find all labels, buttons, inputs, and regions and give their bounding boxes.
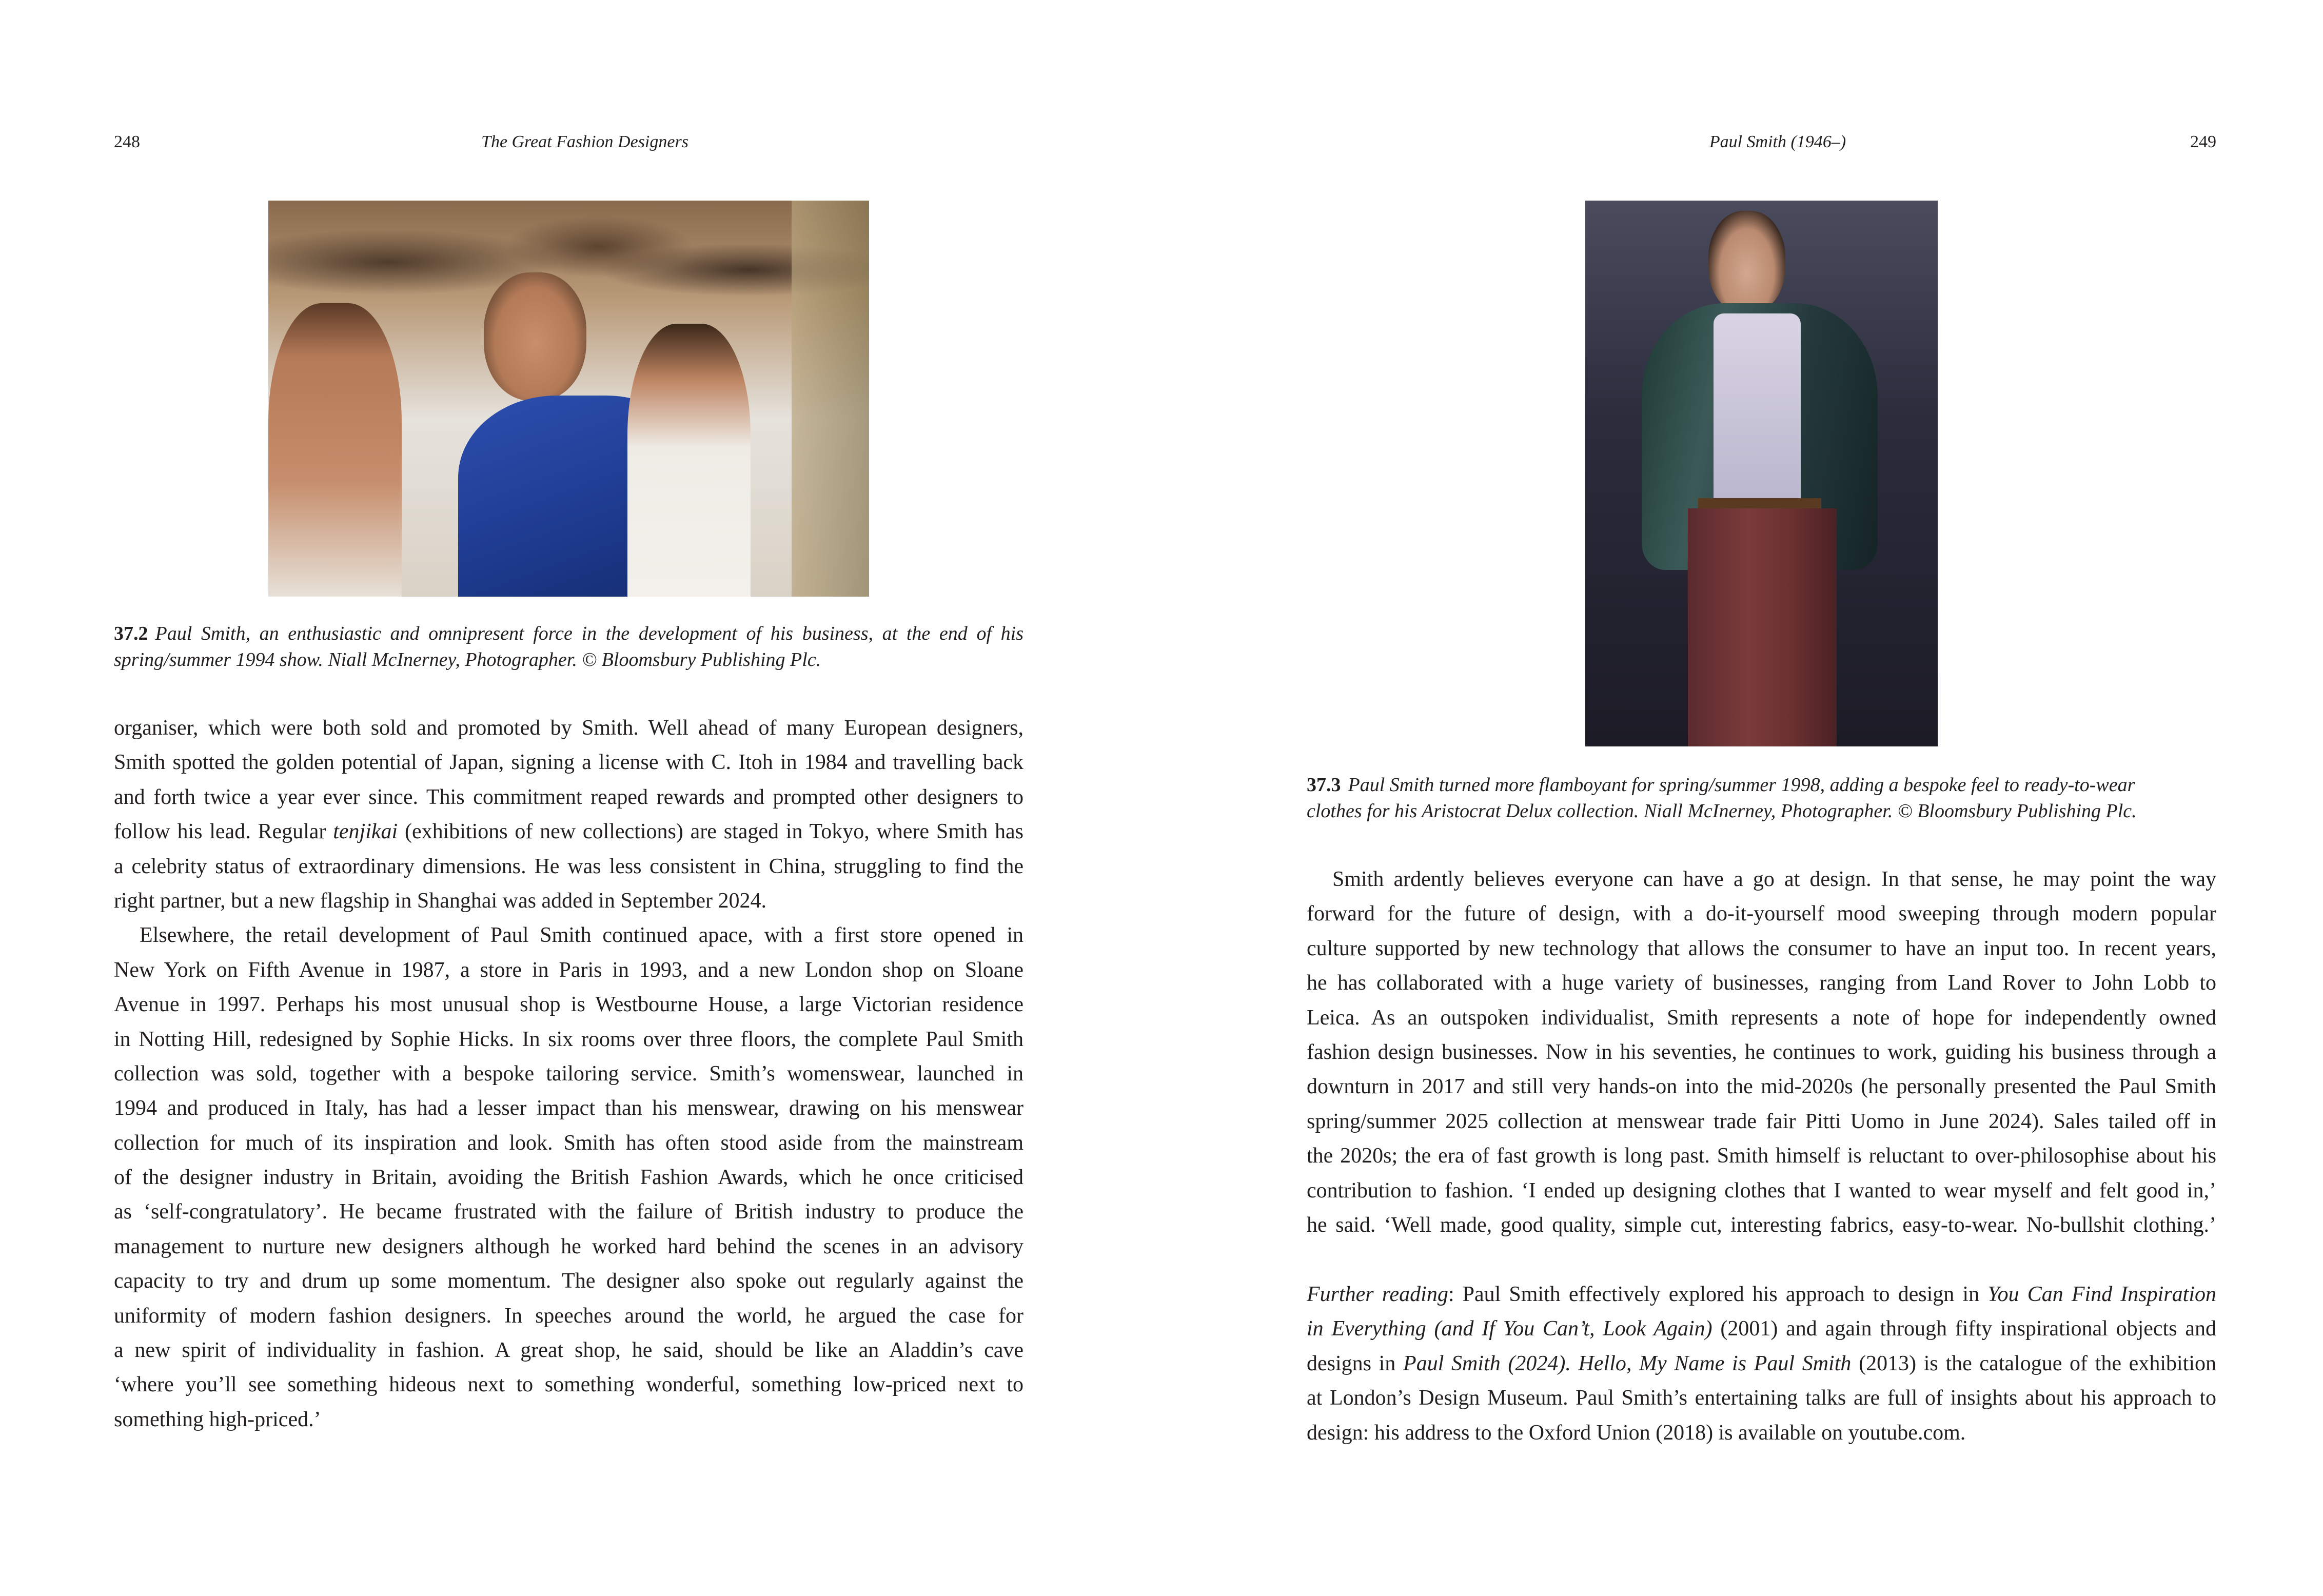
text-line bbox=[114, 1368, 1023, 1402]
text-line bbox=[114, 745, 1023, 780]
text-run: he said. ‘Well made, good quality, simple cut, interesting fabrics, easy-to-wear. No-bullshit clothing.’ bbox=[1307, 1213, 2216, 1237]
figure-number: 37.2 bbox=[114, 623, 148, 644]
text-line bbox=[1307, 1416, 2216, 1450]
italic-text: in Everything (and If You Can’t, Look Again) bbox=[1307, 1317, 1712, 1341]
text-run: designs in bbox=[1307, 1351, 1404, 1375]
figure-number: 37.3 bbox=[1307, 774, 1341, 796]
text-line bbox=[1307, 1139, 2216, 1173]
text-line bbox=[114, 1230, 1023, 1264]
text-line bbox=[1307, 897, 2216, 931]
text-run: Leica. As an outspoken individualist, Smith represents a note of hope for independently owned bbox=[1307, 1006, 2216, 1030]
text-line bbox=[1307, 1174, 2216, 1208]
text-line bbox=[114, 1126, 1023, 1160]
right-body-text bbox=[1307, 862, 2216, 1243]
text-run: uniformity of modern fashion designers. In speeches around the world, he argued the case for bbox=[114, 1304, 1023, 1328]
text-run: contribution to fashion. ‘I ended up designing clothes that I wanted to wear myself and felt good in,’ bbox=[1307, 1178, 2216, 1203]
text-run: Elsewhere, the retail development of Paul Smith continued apace, with a first store opened in bbox=[140, 923, 1023, 948]
text-run: (exhibitions of new collections) are staged in Tokyo, where Smith has bbox=[398, 820, 1023, 844]
text-run: New York on Fifth Avenue in 1987, a store in Paris in 1993, and a new London shop on Sloane bbox=[114, 958, 1023, 982]
text-line bbox=[1307, 1208, 2216, 1243]
text-line bbox=[1307, 1035, 2216, 1070]
text-line bbox=[114, 1333, 1023, 1368]
text-run: collection was sold, together with a bespoke tailoring service. Smith’s womenswear, launched in bbox=[114, 1061, 1023, 1086]
text-line bbox=[114, 780, 1023, 815]
text-line bbox=[1307, 862, 2216, 897]
text-run: (2001) and again through fifty inspirational objects and bbox=[1712, 1317, 2216, 1341]
text-run: something high-priced.’ bbox=[114, 1407, 321, 1431]
text-run: forward for the future of design, with a do-it-yourself mood sweeping through modern popular bbox=[1307, 902, 2216, 926]
text-line bbox=[1307, 1001, 2216, 1035]
text-line bbox=[114, 1264, 1023, 1298]
text-run: Smith ardently believes everyone can have a go at design. In that sense, he may point the way bbox=[1332, 868, 2216, 891]
text-run: 1994 and produced in Italy, has had a lesser impact than his menswear, drawing on his menswear bbox=[114, 1096, 1023, 1120]
further-reading bbox=[1307, 1277, 2216, 1450]
text-line bbox=[1307, 932, 2216, 966]
text-run: right partner, but a new flagship in Shanghai was added in September 2024. bbox=[114, 889, 767, 913]
text-run: Smith spotted the golden potential of Japan, signing a license with C. Itoh in 1984 and travelling back bbox=[114, 751, 1023, 775]
italic-text: Further reading bbox=[1307, 1283, 1448, 1306]
text-line bbox=[114, 850, 1023, 884]
italic-text: tenjikai bbox=[333, 820, 398, 844]
figure-37-3-caption bbox=[1307, 772, 2216, 824]
text-run: design: his address to the Oxford Union (2018) is available on youtube.com. bbox=[1307, 1421, 1966, 1445]
text-line bbox=[114, 988, 1023, 1022]
text-run: and forth twice a year ever since. This commitment reaped rewards and prompted other designers to bbox=[114, 785, 1023, 809]
text-line bbox=[1307, 1312, 2216, 1346]
figure-37-2-caption bbox=[114, 621, 1023, 673]
text-line bbox=[1307, 1381, 2216, 1415]
text-line bbox=[114, 711, 1023, 745]
caption-line: clothes for his Aristocrat Delux collection. Niall McInerney, Photographer. © Bloomsbury Publishing Plc. bbox=[1307, 800, 2137, 822]
figure-37-3-photo bbox=[1585, 201, 1938, 746]
text-line bbox=[1307, 966, 2216, 1000]
text-run: of the designer industry in Britain, avoiding the British Fashion Awards, which he once criticised bbox=[114, 1166, 1023, 1190]
text-run: he has collaborated with a huge variety of businesses, ranging from Land Rover to John Lobb to bbox=[1307, 971, 2216, 995]
italic-text: Paul Smith (2024). Hello, My Name is Paul Smith bbox=[1403, 1351, 1852, 1375]
text-line bbox=[114, 815, 1023, 849]
text-run: the 2020s; the era of fast growth is long past. Smith himself is reluctant to over-philosophise about his bbox=[1307, 1144, 2216, 1168]
page-number-right: 249 bbox=[2190, 132, 2216, 151]
text-run: follow his lead. Regular bbox=[114, 820, 333, 844]
left-body-text bbox=[114, 711, 1023, 1437]
text-line bbox=[114, 1057, 1023, 1091]
text-run: downturn in 2017 and still very hands-on into the mid-2020s (he personally presented the Paul Smith bbox=[1307, 1075, 2216, 1099]
text-run: management to nurture new designers although he worked hard behind the scenes in an advisory bbox=[114, 1234, 1023, 1258]
text-run: collection for much of its inspiration and look. Smith has often stood aside from the mainstream bbox=[114, 1131, 1023, 1155]
text-run: in Notting Hill, redesigned by Sophie Hicks. In six rooms over three floors, the complete Paul Smith bbox=[114, 1027, 1023, 1051]
running-head-left: The Great Fashion Designers bbox=[481, 132, 688, 151]
caption-line: spring/summer 1994 show. Niall McInerney, Photographer. © Bloomsbury Publishing Plc. bbox=[114, 649, 821, 671]
text-run: a new spirit of individuality in fashion. A great shop, he said, should be like an Aladdin’s cave bbox=[114, 1338, 1023, 1363]
text-line bbox=[1307, 1347, 2216, 1381]
text-line bbox=[1307, 1070, 2216, 1104]
text-line bbox=[114, 884, 1023, 918]
running-head-right: Paul Smith (1946–) bbox=[1709, 132, 1846, 151]
text-run: at London’s Design Museum. Paul Smith’s entertaining talks are full of insights about his approach to bbox=[1307, 1386, 2216, 1410]
text-run: (2013) is the catalogue of the exhibition bbox=[1851, 1351, 2216, 1375]
text-run: as ‘self-congratulatory’. He became frustrated with the failure of British industry to produce the bbox=[114, 1200, 1023, 1224]
text-line bbox=[114, 1022, 1023, 1057]
text-run: capacity to try and drum up some momentum. The designer also spoke out regularly against the bbox=[114, 1269, 1023, 1293]
text-line bbox=[114, 1160, 1023, 1195]
caption-line: Paul Smith turned more flamboyant for spring/summer 1998, adding a bespoke feel to ready-to-wear bbox=[1348, 774, 2135, 796]
text-run: fashion design businesses. Now in his seventies, he continues to work, guiding his business through a bbox=[1307, 1040, 2216, 1064]
text-run: ‘where you’ll see something hideous next to something wonderful, something low-priced next to bbox=[114, 1373, 1023, 1397]
text-run: spring/summer 2025 collection at menswear trade fair Pitti Uomo in June 2024). Sales tailed off in bbox=[1307, 1109, 2216, 1133]
caption-line: Paul Smith, an enthusiastic and omnipresent force in the development of his business, at the end of his bbox=[155, 623, 1023, 644]
text-run: : Paul Smith effectively explored his approach to design in bbox=[1448, 1283, 1988, 1306]
figure-37-2-photo bbox=[268, 201, 869, 597]
text-run: Avenue in 1997. Perhaps his most unusual shop is Westbourne House, a large Victorian residence bbox=[114, 993, 1023, 1017]
text-run: a celebrity status of extraordinary dimensions. He was less consistent in China, struggling to find the bbox=[114, 854, 1023, 878]
text-run: organiser, which were both sold and promoted by Smith. Well ahead of many European designers, bbox=[114, 716, 1023, 740]
text-line bbox=[1307, 1277, 2216, 1312]
text-run: culture supported by new technology that allows the consumer to have an input too. In recent years, bbox=[1307, 936, 2216, 960]
page-number-left: 248 bbox=[114, 132, 140, 151]
text-line bbox=[114, 1195, 1023, 1229]
text-line bbox=[114, 918, 1023, 953]
text-line bbox=[114, 1403, 1023, 1437]
text-line bbox=[114, 1299, 1023, 1333]
text-line bbox=[114, 1091, 1023, 1126]
text-line bbox=[114, 953, 1023, 988]
italic-text: You Can Find Inspiration bbox=[1987, 1283, 2216, 1306]
text-line bbox=[1307, 1105, 2216, 1139]
